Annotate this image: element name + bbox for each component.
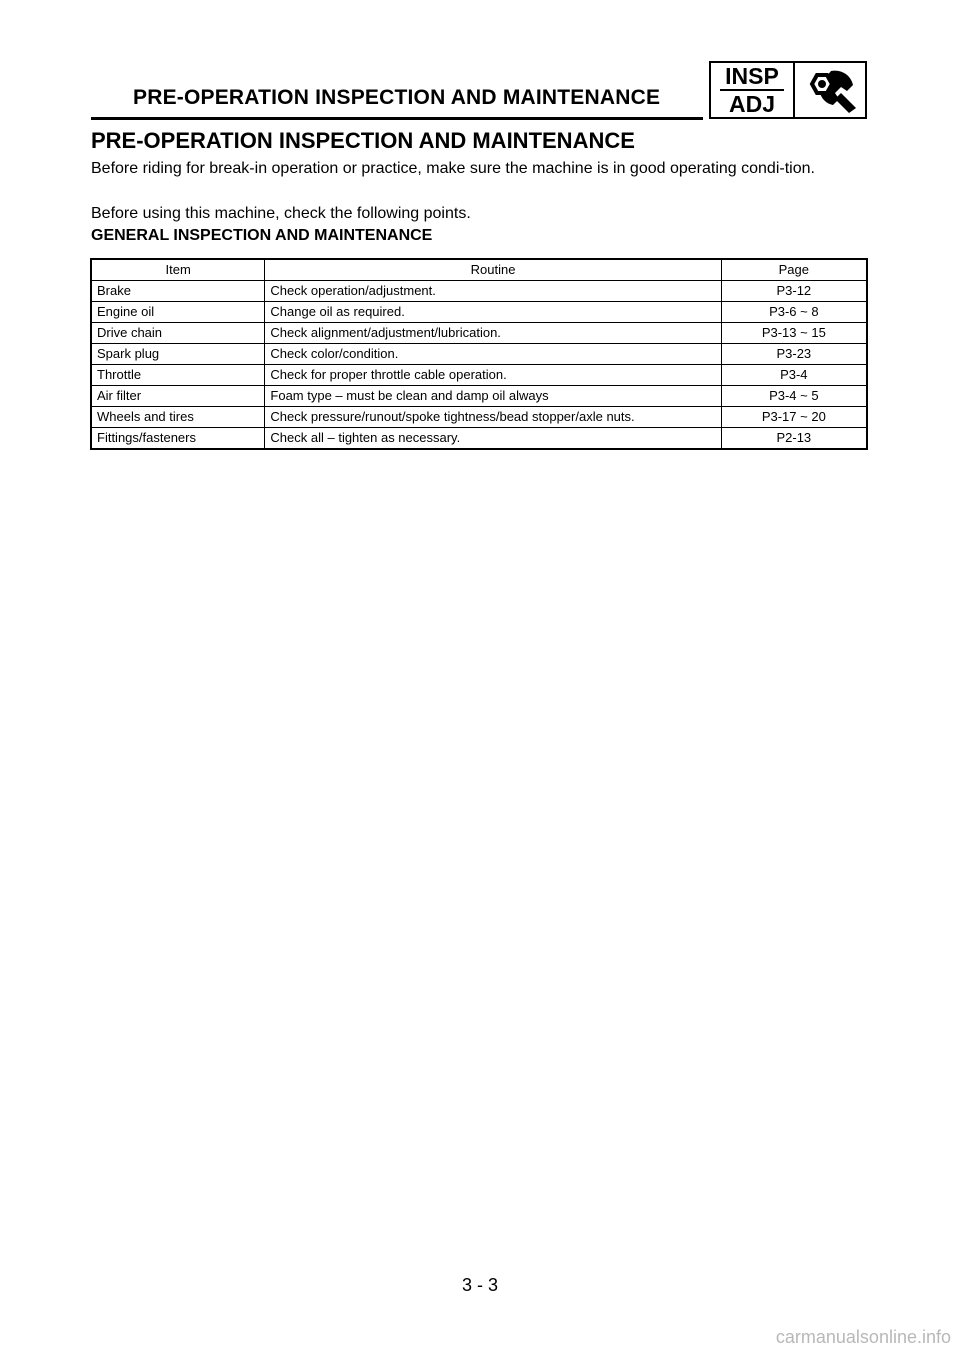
cell-page: P3-17 ~ 20 bbox=[721, 407, 867, 428]
badge-line-insp: INSP bbox=[725, 63, 779, 89]
cell-routine: Check color/condition. bbox=[265, 344, 721, 365]
subsection-title: GENERAL INSPECTION AND MAINTENANCE bbox=[91, 227, 433, 244]
cell-page: P3-23 bbox=[721, 344, 867, 365]
header-rule bbox=[91, 117, 703, 120]
cell-page: P3-13 ~ 15 bbox=[721, 323, 867, 344]
cell-page: P3-4 bbox=[721, 365, 867, 386]
section-title: PRE-OPERATION INSPECTION AND MAINTENANCE bbox=[91, 128, 635, 153]
cell-page: P3-12 bbox=[721, 281, 867, 302]
cell-item: Wheels and tires bbox=[91, 407, 265, 428]
cell-item: Throttle bbox=[91, 365, 265, 386]
table-row bbox=[91, 281, 867, 302]
table-row bbox=[91, 407, 867, 428]
table-row bbox=[91, 302, 867, 323]
column-header-page: Page bbox=[721, 259, 867, 281]
badge-label bbox=[711, 63, 795, 117]
cell-item: Drive chain bbox=[91, 323, 265, 344]
intro-paragraph: Before riding for break-in operation or practice, make sure the machine is in good operating condi-tion. bbox=[91, 160, 815, 177]
table-row bbox=[91, 323, 867, 344]
table-row bbox=[91, 365, 867, 386]
watermark: carmanualsonline.info bbox=[775, 1327, 951, 1347]
table-row bbox=[91, 428, 867, 450]
cell-routine: Check alignment/adjustment/lubrication. bbox=[265, 323, 721, 344]
cell-item: Spark plug bbox=[91, 344, 265, 365]
table-header-row bbox=[91, 259, 867, 281]
wrench-nut-icon bbox=[795, 63, 865, 117]
page-number: 3 - 3 bbox=[461, 1275, 499, 1295]
cell-page: P3-4 ~ 5 bbox=[721, 386, 867, 407]
cell-page: P3-6 ~ 8 bbox=[721, 302, 867, 323]
cell-item: Brake bbox=[91, 281, 265, 302]
cell-page: P2-13 bbox=[721, 428, 867, 450]
cell-routine: Check all – tighten as necessary. bbox=[265, 428, 721, 450]
cell-item: Fittings/fasteners bbox=[91, 428, 265, 450]
cell-routine: Check operation/adjustment. bbox=[265, 281, 721, 302]
cell-routine: Change oil as required. bbox=[265, 302, 721, 323]
check-points-paragraph: Before using this machine, check the following points. bbox=[91, 205, 471, 222]
cell-routine: Check pressure/runout/spoke tightness/bead stopper/axle nuts. bbox=[265, 407, 721, 428]
cell-routine: Check for proper throttle cable operation. bbox=[265, 365, 721, 386]
cell-routine: Foam type – must be clean and damp oil always bbox=[265, 386, 721, 407]
column-header-routine: Routine bbox=[265, 259, 721, 281]
table-row bbox=[91, 344, 867, 365]
header-title: PRE-OPERATION INSPECTION AND MAINTENANCE bbox=[133, 86, 661, 109]
cell-item: Engine oil bbox=[91, 302, 265, 323]
badge-line-adj: ADJ bbox=[728, 91, 775, 117]
column-header-item: Item bbox=[91, 259, 265, 281]
table-row bbox=[91, 386, 867, 407]
inspection-table bbox=[90, 258, 868, 450]
cell-item: Air filter bbox=[91, 386, 265, 407]
insp-adj-badge bbox=[709, 61, 867, 119]
